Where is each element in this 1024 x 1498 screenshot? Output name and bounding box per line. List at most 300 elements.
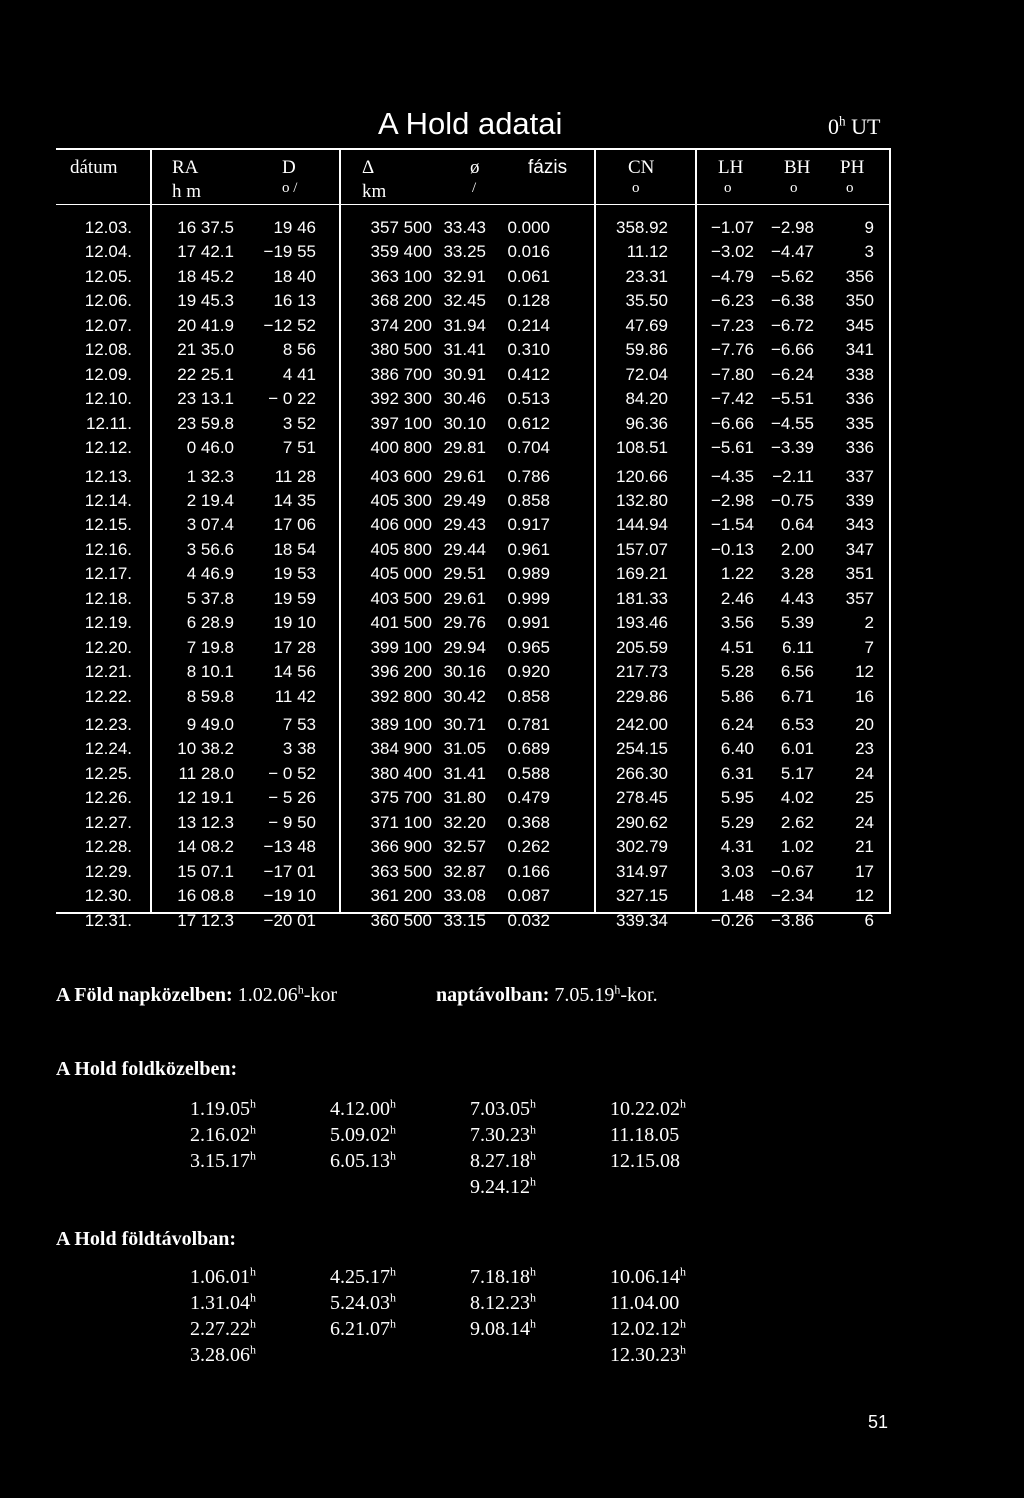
col-divider-1 (150, 148, 152, 914)
cell-lh: 5.29 (720, 812, 754, 832)
cell-dec: 7 53 (282, 715, 316, 734)
cell-ph: 338 (845, 364, 874, 384)
cell-diameter: 29.44 (443, 539, 486, 559)
header-cn: CN (628, 157, 655, 178)
cell-dec: 3 52 (282, 413, 316, 433)
cell-cn: 96.36 (625, 413, 668, 433)
cell-cn: 144.94 (616, 515, 668, 535)
cell-lh: −2.98 (710, 490, 754, 510)
cell-distance: 392 800 (370, 686, 432, 706)
cell-ph: 347 (845, 539, 874, 559)
cell-ph: 9 (864, 218, 874, 237)
cell-phase: 0.016 (507, 242, 550, 262)
cell-dec: 19 59 (273, 588, 316, 608)
cell-cn: 35.50 (625, 291, 668, 311)
apogee-date: 11.04.00 (610, 1292, 680, 1314)
cell-date: 12.12. (84, 438, 132, 458)
cell-distance: 374 200 (370, 315, 432, 335)
table-right-border (889, 148, 891, 914)
cell-dec: −19 55 (263, 242, 316, 262)
cell-lh: 5.28 (720, 662, 754, 682)
cell-phase: 0.917 (507, 515, 550, 535)
cell-dec: 18 40 (273, 266, 316, 286)
cell-lh: 2.46 (720, 588, 754, 608)
perigee-label: A Hold foldközelben: (56, 1058, 238, 1080)
cell-date: 12.27. (84, 812, 132, 832)
perigee-date: 8.27.18$^h$ (470, 1148, 536, 1172)
apogee-date: 5.24.03$^h$ (330, 1290, 396, 1314)
cell-bh: 6.01 (780, 739, 814, 759)
cell-bh: 6.53 (780, 715, 814, 734)
cell-distance: 380 500 (370, 340, 432, 360)
cell-lh: −6.66 (710, 413, 754, 433)
cell-date: 12.20. (84, 637, 132, 657)
cell-date: 12.21. (84, 662, 132, 682)
cell-phase: 0.000 (507, 218, 550, 237)
cell-ra: 21 35.0 (177, 340, 234, 360)
cell-phase: 0.612 (507, 413, 550, 433)
cell-ra: 10 38.2 (177, 739, 234, 759)
cell-ph: 337 (845, 466, 874, 486)
cell-ph: 23 (855, 739, 874, 759)
cell-ra: 18 45.2 (177, 266, 234, 286)
cell-diameter: 29.61 (443, 588, 486, 608)
table-top-border (56, 148, 891, 150)
cell-lh: −7.23 (710, 315, 754, 335)
cell-date: 12.30. (84, 886, 132, 906)
cell-phase: 0.166 (507, 861, 550, 881)
cell-date: 12.22. (84, 686, 132, 706)
apogee-date: 4.25.17$^h$ (330, 1264, 396, 1288)
cell-distance: 396 200 (370, 662, 432, 682)
cell-date: 12.24. (84, 739, 132, 759)
cell-dec: 4 41 (282, 364, 316, 384)
perigee-date: 6.05.13$^h$ (330, 1148, 396, 1172)
cell-cn: 47.69 (625, 315, 668, 335)
cell-lh: 1.48 (720, 886, 754, 906)
cell-phase: 0.991 (507, 613, 550, 633)
cell-dec: − 9 50 (268, 812, 316, 832)
cell-bh: −2.34 (770, 886, 814, 906)
apogee-label: A Hold földtávolban: (56, 1228, 237, 1250)
cell-ra: 3 56.6 (186, 539, 234, 559)
cell-lh: 5.86 (720, 686, 754, 706)
apogee-date: 7.18.18$^h$ (470, 1264, 536, 1288)
cell-date: 12.11. (85, 413, 132, 433)
header-delta-unit: km (362, 181, 387, 202)
cell-lh: −1.07 (710, 218, 754, 237)
cell-distance: 392 300 (370, 389, 432, 409)
cell-date: 12.29. (84, 861, 132, 881)
cell-cn: 169.21 (616, 564, 668, 584)
cell-bh: −4.55 (770, 413, 814, 433)
cell-bh: 5.39 (780, 613, 814, 633)
cell-ph: 341 (845, 340, 874, 360)
cell-lh: 1.22 (720, 564, 754, 584)
cell-cn: 72.04 (625, 364, 668, 384)
header-ph-unit: o (846, 180, 854, 196)
cell-date: 12.05. (84, 266, 132, 286)
cell-ra: 8 10.1 (186, 662, 234, 682)
header-delta: Δ (362, 157, 375, 178)
cell-ra: 23 59.8 (177, 413, 234, 433)
cell-phase: 0.368 (507, 812, 550, 832)
cell-ph: 12 (855, 662, 874, 682)
cell-date: 12.15. (84, 515, 132, 535)
cell-diameter: 29.94 (443, 637, 486, 657)
cell-diameter: 32.57 (443, 837, 486, 857)
cell-ph: 356 (845, 266, 874, 286)
col-divider-2 (339, 148, 341, 914)
cell-dec: 7 51 (282, 438, 316, 458)
cell-dec: − 0 22 (268, 389, 316, 409)
cell-diameter: 32.87 (443, 861, 486, 881)
cell-ra: 23 13.1 (177, 389, 234, 409)
cell-lh: −7.76 (710, 340, 754, 360)
cell-distance: 371 100 (370, 812, 432, 832)
apogee-date: 3.28.06$^h$ (190, 1342, 256, 1366)
cell-bh: 3.28 (780, 564, 814, 584)
cell-ph: 2 (864, 613, 874, 633)
perigee-date: 4.12.00$^h$ (330, 1096, 396, 1120)
cell-cn: 120.66 (616, 466, 668, 486)
header-fazis: fázis (528, 157, 568, 178)
cell-phase: 0.965 (507, 637, 550, 657)
cell-diameter: 31.05 (443, 739, 486, 759)
cell-cn: 205.59 (616, 637, 668, 657)
cell-ra: 15 07.1 (177, 861, 234, 881)
cell-dec: −12 52 (263, 315, 316, 335)
cell-dec: −17 01 (263, 861, 316, 881)
cell-cn: 108.51 (616, 438, 668, 458)
cell-date: 12.03. (84, 218, 132, 237)
cell-date: 12.31. (84, 910, 132, 930)
cell-ph: 6 (864, 910, 874, 930)
header-ra-unit: h m (172, 181, 202, 202)
header-cn-unit: o (632, 180, 640, 196)
cell-lh: 3.56 (720, 613, 754, 633)
header-d-unit: o / (282, 180, 298, 196)
cell-lh: −3.02 (710, 242, 754, 262)
header-ph: PH (840, 157, 865, 178)
perigee-date: 2.16.02$^h$ (190, 1122, 256, 1146)
cell-diameter: 30.71 (443, 715, 486, 734)
cell-distance: 405 300 (370, 490, 432, 510)
cell-phase: 0.786 (507, 466, 550, 486)
cell-phase: 0.128 (507, 291, 550, 311)
cell-date: 12.25. (84, 763, 132, 783)
perigee-date: 12.15.08 (610, 1150, 680, 1172)
perigee-date: 5.09.02$^h$ (330, 1122, 396, 1146)
header-bh: BH (784, 157, 811, 178)
cell-cn: 290.62 (616, 812, 668, 832)
cell-date: 12.04. (84, 242, 132, 262)
cell-ph: 335 (845, 413, 874, 433)
cell-ra: 7 19.8 (186, 637, 234, 657)
perigee-date: 11.18.05 (610, 1124, 680, 1146)
cell-dec: 14 35 (273, 490, 316, 510)
cell-distance: 400 800 (370, 438, 432, 458)
page-number: 51 (868, 1412, 889, 1432)
cell-lh: 5.95 (720, 788, 754, 808)
cell-diameter: 32.91 (443, 266, 486, 286)
cell-date: 12.19. (84, 613, 132, 633)
cell-diameter: 29.81 (443, 438, 486, 458)
cell-diameter: 30.16 (443, 662, 486, 682)
earth-aphelion-note: naptávolban: 7.05.19$^h$-kor. (436, 982, 658, 1006)
cell-phase: 0.689 (507, 739, 550, 759)
cell-phase: 0.961 (507, 539, 550, 559)
apogee-date: 1.31.04$^h$ (190, 1290, 256, 1314)
cell-date: 12.06. (84, 291, 132, 311)
cell-cn: 157.07 (616, 539, 668, 559)
cell-date: 12.09. (84, 364, 132, 384)
cell-ra: 17 42.1 (177, 242, 234, 262)
cell-cn: 339.34 (616, 910, 668, 930)
cell-bh: −5.51 (770, 389, 814, 409)
cell-bh: 0.64 (780, 515, 814, 535)
cell-lh: −0.26 (710, 910, 754, 930)
cell-dec: −20 01 (263, 910, 316, 930)
cell-date: 12.10. (84, 389, 132, 409)
cell-cn: 84.20 (625, 389, 668, 409)
cell-ra: 14 08.2 (177, 837, 234, 857)
cell-ph: 343 (845, 515, 874, 535)
cell-ra: 4 46.9 (186, 564, 234, 584)
page-title: A Hold adatai (378, 106, 563, 141)
cell-distance: 406 000 (370, 515, 432, 535)
cell-phase: 0.061 (507, 266, 550, 286)
cell-diameter: 32.45 (443, 291, 486, 311)
cell-lh: 4.51 (720, 637, 754, 657)
cell-date: 12.13. (84, 466, 132, 486)
cell-diameter: 30.42 (443, 686, 486, 706)
cell-phase: 0.214 (507, 315, 550, 335)
apogee-date: 8.12.23$^h$ (470, 1290, 536, 1314)
cell-lh: 3.03 (720, 861, 754, 881)
cell-bh: −4.47 (770, 242, 814, 262)
cell-phase: 0.920 (507, 662, 550, 682)
cell-bh: −0.75 (770, 490, 814, 510)
cell-diameter: 30.46 (443, 389, 486, 409)
cell-diameter: 33.25 (443, 242, 486, 262)
cell-ph: 351 (845, 564, 874, 584)
cell-date: 12.08. (84, 340, 132, 360)
cell-cn: 327.15 (616, 886, 668, 906)
cell-date: 12.16. (84, 539, 132, 559)
cell-distance: 363 100 (370, 266, 432, 286)
cell-distance: 357 500 (370, 218, 432, 237)
cell-distance: 363 500 (370, 861, 432, 881)
cell-ra: 2 19.4 (186, 490, 234, 510)
cell-dec: 17 06 (273, 515, 316, 535)
cell-cn: 278.45 (616, 788, 668, 808)
cell-bh: −6.24 (770, 364, 814, 384)
cell-ph: 345 (845, 315, 874, 335)
cell-dec: 18 54 (273, 539, 316, 559)
cell-phase: 0.858 (507, 490, 550, 510)
cell-cn: 242.00 (616, 715, 668, 734)
cell-ph: 339 (845, 490, 874, 510)
cell-ph: 17 (855, 861, 874, 881)
perigee-date: 10.22.02$^h$ (610, 1096, 686, 1120)
cell-diameter: 31.41 (443, 763, 486, 783)
header-d: D (282, 157, 296, 178)
cell-ra: 20 41.9 (177, 315, 234, 335)
cell-ph: 20 (855, 715, 874, 734)
cell-distance: 399 100 (370, 637, 432, 657)
cell-bh: −3.86 (770, 910, 814, 930)
cell-phase: 0.989 (507, 564, 550, 584)
cell-bh: −6.38 (770, 291, 814, 311)
cell-distance: 403 500 (370, 588, 432, 608)
apogee-date: 12.30.23$^h$ (610, 1342, 686, 1366)
perigee-date: 9.24.12$^h$ (470, 1174, 536, 1198)
cell-bh: −2.11 (772, 466, 814, 486)
perigee-date: 3.15.17$^h$ (190, 1148, 256, 1172)
cell-cn: 302.79 (616, 837, 668, 857)
cell-cn: 217.73 (616, 662, 668, 682)
cell-distance: 366 900 (370, 837, 432, 857)
cell-ra: 11 28.0 (178, 763, 234, 783)
cell-lh: −6.23 (710, 291, 754, 311)
cell-distance: 405 000 (370, 564, 432, 584)
cell-diameter: 29.76 (443, 613, 486, 633)
header-bh-unit: o (790, 180, 798, 196)
cell-bh: 6.71 (780, 686, 814, 706)
perigee-date: 7.30.23$^h$ (470, 1122, 536, 1146)
cell-diameter: 31.41 (443, 340, 486, 360)
cell-diameter: 29.49 (443, 490, 486, 510)
cell-ph: 24 (855, 812, 874, 832)
cell-bh: 6.56 (780, 662, 814, 682)
cell-distance: 375 700 (370, 788, 432, 808)
cell-lh: −1.54 (710, 515, 754, 535)
cell-ra: 9 49.0 (186, 715, 234, 734)
cell-phase: 0.513 (507, 389, 550, 409)
cell-dec: −13 48 (263, 837, 316, 857)
cell-dec: 17 28 (273, 637, 316, 657)
cell-ph: 350 (845, 291, 874, 311)
header-lh: LH (718, 157, 744, 178)
cell-bh: 2.00 (780, 539, 814, 559)
cell-diameter: 30.10 (443, 413, 486, 433)
cell-distance: 403 600 (370, 466, 432, 486)
header-ra: RA (172, 157, 199, 178)
cell-diameter: 29.43 (443, 515, 486, 535)
col-divider-3 (594, 148, 596, 914)
apogee-date: 12.02.12$^h$ (610, 1316, 686, 1340)
cell-dec: 11 28 (274, 466, 316, 486)
cell-ra: 3 07.4 (186, 515, 234, 535)
cell-distance: 368 200 (370, 291, 432, 311)
cell-bh: −6.72 (770, 315, 814, 335)
cell-date: 12.17. (84, 564, 132, 584)
cell-phase: 0.032 (507, 910, 550, 930)
cell-phase: 0.262 (507, 837, 550, 857)
cell-phase: 0.999 (507, 588, 550, 608)
apogee-date: 1.06.01$^h$ (190, 1264, 256, 1288)
cell-dec: 14 56 (273, 662, 316, 682)
cell-ra: 8 59.8 (186, 686, 234, 706)
cell-ph: 357 (845, 588, 874, 608)
cell-dec: 16 13 (273, 291, 316, 311)
cell-dec: − 5 26 (268, 788, 316, 808)
cell-distance: 389 100 (370, 715, 432, 734)
cell-bh: 1.02 (780, 837, 814, 857)
cell-ra: 1 32.3 (186, 466, 234, 486)
cell-phase: 0.781 (507, 715, 550, 734)
cell-ra: 5 37.8 (186, 588, 234, 608)
time-unit: 0$^h$ UT (828, 113, 881, 139)
cell-lh: −7.80 (710, 364, 754, 384)
cell-bh: 4.43 (780, 588, 814, 608)
cell-distance: 361 200 (370, 886, 432, 906)
cell-diameter: 33.15 (443, 910, 486, 930)
cell-bh: −0.67 (770, 861, 814, 881)
cell-lh: −4.35 (710, 466, 754, 486)
cell-distance: 380 400 (370, 763, 432, 783)
cell-cn: 23.31 (625, 266, 668, 286)
cell-lh: −7.42 (710, 389, 754, 409)
cell-bh: 6.11 (782, 637, 814, 657)
cell-distance: 401 500 (370, 613, 432, 633)
cell-cn: 254.15 (616, 739, 668, 759)
header-phi-unit: / (472, 180, 477, 196)
cell-distance: 359 400 (370, 242, 432, 262)
cell-ph: 12 (855, 886, 874, 906)
perigee-date: 1.19.05$^h$ (190, 1096, 256, 1120)
cell-cn: 314.97 (616, 861, 668, 881)
cell-diameter: 32.20 (443, 812, 486, 832)
cell-ph: 336 (845, 389, 874, 409)
cell-distance: 360 500 (370, 910, 432, 930)
cell-ph: 3 (864, 242, 874, 262)
cell-diameter: 29.51 (443, 564, 486, 584)
cell-distance: 405 800 (370, 539, 432, 559)
cell-date: 12.14. (84, 490, 132, 510)
cell-ra: 13 12.3 (177, 812, 234, 832)
cell-phase: 0.588 (507, 763, 550, 783)
cell-lh: 6.40 (720, 739, 754, 759)
cell-cn: 229.86 (616, 686, 668, 706)
cell-cn: 59.86 (625, 340, 668, 360)
cell-phase: 0.479 (507, 788, 550, 808)
cell-phase: 0.858 (507, 686, 550, 706)
cell-ph: 21 (855, 837, 874, 857)
cell-ph: 16 (855, 686, 874, 706)
cell-ra: 12 19.1 (177, 788, 234, 808)
cell-bh: −2.98 (770, 218, 814, 237)
cell-ph: 24 (855, 763, 874, 783)
cell-diameter: 31.94 (443, 315, 486, 335)
cell-bh: −3.39 (770, 438, 814, 458)
cell-ph: 25 (855, 788, 874, 808)
cell-distance: 384 900 (370, 739, 432, 759)
col-divider-4 (695, 148, 697, 914)
cell-dec: 8 56 (282, 340, 316, 360)
cell-lh: −4.79 (710, 266, 754, 286)
cell-bh: 4.02 (780, 788, 814, 808)
header-divider (56, 204, 891, 205)
cell-cn: 358.92 (616, 218, 668, 237)
cell-date: 12.26. (84, 788, 132, 808)
perigee-date: 7.03.05$^h$ (470, 1096, 536, 1120)
cell-ra: 22 25.1 (177, 364, 234, 384)
cell-ra: 17 12.3 (177, 910, 234, 930)
cell-dec: − 0 52 (268, 763, 316, 783)
cell-phase: 0.087 (507, 886, 550, 906)
